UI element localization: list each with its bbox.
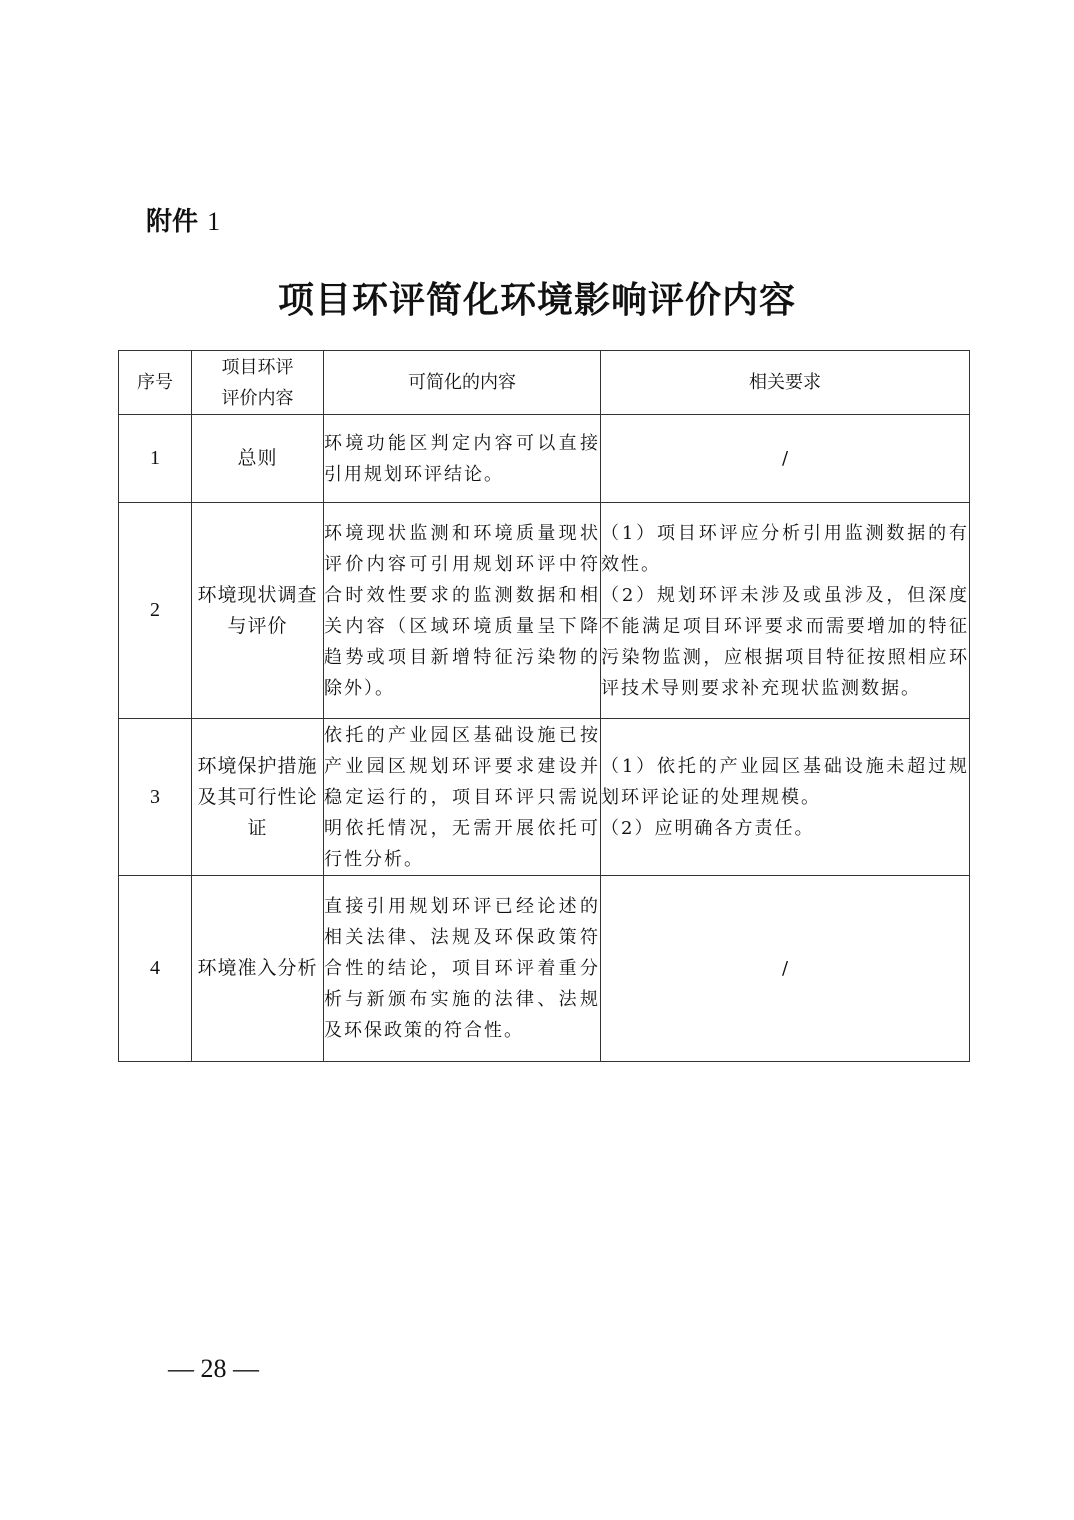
requirement-item-1: （1）项目环评应分析引用监测数据的有效性。	[601, 522, 969, 575]
row-item: 环境现状调查与评价	[192, 503, 324, 719]
header-requirement: 相关要求	[601, 351, 970, 415]
attachment-label-text: 附件	[146, 207, 199, 237]
page-number: — 28 —	[168, 1354, 259, 1383]
row-requirement	[601, 503, 970, 719]
header-no: 序号	[119, 351, 192, 415]
row-item: 总则	[192, 415, 324, 503]
header-item-line1: 项目环评	[221, 356, 294, 378]
document-title: 项目环评简化环境影响评价内容	[277, 279, 796, 321]
table-row	[119, 719, 970, 876]
row-no: 2	[119, 503, 192, 719]
table-row	[119, 876, 970, 1062]
requirement-item-2: （2）规划环评未涉及或虽涉及，但深度不能满足项目环评要求而需要增加的特征污染物监测，应根据项目特征按照相应环评技术导则要求补充现状监测数据。	[601, 584, 969, 699]
requirement-item-1: （1）依托的产业园区基础设施未超过规划环评论证的处理规模。	[601, 755, 969, 808]
table-row	[119, 503, 970, 719]
header-item-line2: 评价内容	[221, 387, 294, 409]
row-requirement: /	[601, 876, 970, 1062]
header-simplify: 可简化的内容	[324, 351, 601, 415]
attachment-number: 1	[207, 207, 221, 236]
attachment-label	[146, 204, 220, 240]
row-simplify: 环境功能区判定内容可以直接引用规划环评结论。	[324, 415, 601, 503]
row-requirement: /	[601, 415, 970, 503]
row-simplify: 依托的产业园区基础设施已按产业园区规划环评要求建设并稳定运行的，项目环评只需说明依托情况，无需开展依托可行性分析。	[324, 719, 601, 876]
content-table	[118, 350, 970, 1062]
row-item: 环境准入分析	[192, 876, 324, 1062]
row-simplify: 直接引用规划环评已经论述的相关法律、法规及环保政策符合性的结论，项目环评着重分析与新颁布实施的法律、法规及环保政策的符合性。	[324, 876, 601, 1062]
table-header-row	[119, 351, 970, 415]
row-simplify: 环境现状监测和环境质量现状评价内容可引用规划环评中符合时效性要求的监测数据和相关内容（区域环境质量呈下降趋势或项目新增特征污染物的除外）。	[324, 503, 601, 719]
row-no: 3	[119, 719, 192, 876]
row-requirement	[601, 719, 970, 876]
row-no: 1	[119, 415, 192, 503]
header-item	[192, 351, 324, 415]
table-row	[119, 415, 970, 503]
row-item: 环境保护措施及其可行性论证	[192, 719, 324, 876]
row-no: 4	[119, 876, 192, 1062]
requirement-item-2: （2）应明确各方责任。	[601, 817, 815, 839]
